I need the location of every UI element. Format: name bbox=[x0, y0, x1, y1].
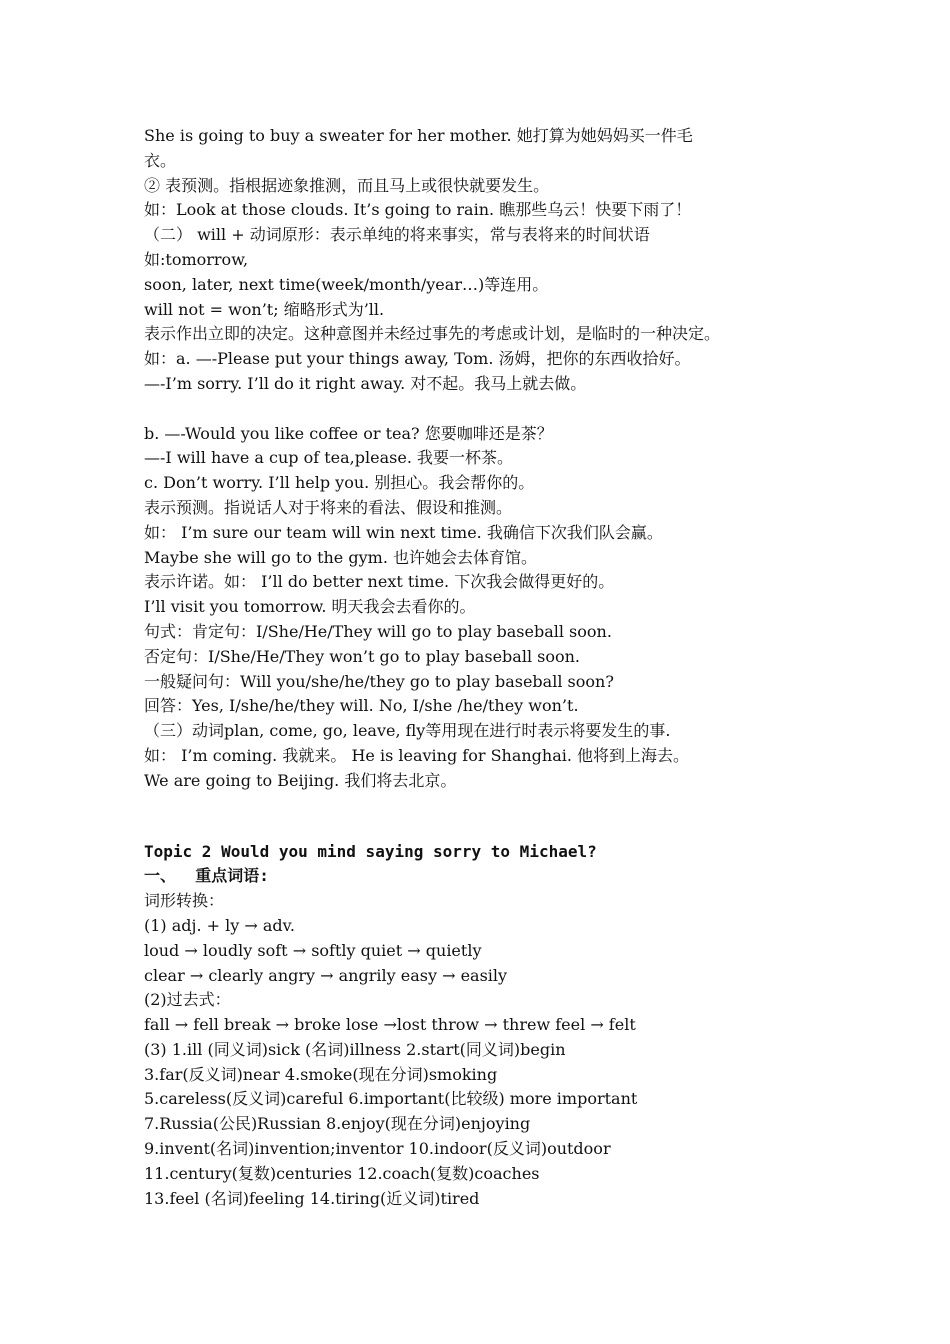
text-line: Maybe she will go to the gym. 也许她会去体育馆。 bbox=[144, 547, 537, 567]
text-line: (3) 1.ill (同义词)sick (名词)illness 2.start(同义词)begin bbox=[144, 1039, 566, 1059]
text-line: 句式：肯定句：I/She/He/They will go to play baseball soon. bbox=[144, 621, 612, 641]
blank-line bbox=[144, 794, 844, 840]
text-line: —-I will have a cup of tea,please. 我要一杯茶。 bbox=[144, 448, 513, 468]
text-line: 如:tomorrow, bbox=[144, 249, 249, 269]
text-line: c. Don’t worry. I’ll help you. 别担心。我会帮你的。 bbox=[144, 473, 535, 493]
text-line: We are going to Beijing. 我们将去北京。 bbox=[144, 770, 457, 790]
text-line: 9.invent(名词)invention;inventor 10.indoor(反义词)outdoor bbox=[144, 1139, 611, 1159]
topic-title: Topic 2 Would you mind saying sorry to Michael? bbox=[144, 841, 597, 861]
text-line: 如： I’m coming. 我就来。 He is leaving for Shanghai. 他将到上海去。 bbox=[144, 745, 690, 765]
text-line: fall → fell break → broke lose →lost throw → threw feel → felt bbox=[144, 1015, 636, 1035]
text-line: clear → clearly angry → angrily easy → easily bbox=[144, 965, 508, 985]
text-line: 一般疑问句：Will you/she/he/they go to play baseball soon? bbox=[144, 671, 614, 691]
text-line: 13.feel (名词)feeling 14.tiring(近义词)tired bbox=[144, 1188, 480, 1208]
section-topic-2 bbox=[144, 840, 844, 1212]
text-line: （三）动词plan, come, go, leave, fly等用现在进行时表示将要发生的事. bbox=[144, 721, 671, 741]
text-line: She is going to buy a sweater for her mother. 她打算为她妈妈买一件毛 bbox=[144, 126, 693, 145]
text-line: b. —-Would you like coffee or tea? 您要咖啡还是茶？ bbox=[144, 423, 553, 443]
text-line: 衣。 bbox=[144, 150, 177, 170]
text-line: loud → loudly soft → softly quiet → quietly bbox=[144, 940, 482, 960]
section-be-going-to-will bbox=[144, 124, 844, 397]
text-line: 7.Russia(公民)Russian 8.enjoy(现在分词)enjoying bbox=[144, 1114, 531, 1134]
text-line: 5.careless(反义词)careful 6.important(比较级) more important bbox=[144, 1089, 638, 1109]
text-line: 如： I’m sure our team will win next time. 我确信下次我们队会赢。 bbox=[144, 522, 663, 542]
text-line: 表示预测。指说话人对于将来的看法、假设和推测。 bbox=[144, 497, 513, 517]
text-line: 如：Look at those clouds. It’s going to rain. 瞧那些乌云！快要下雨了！ bbox=[144, 200, 692, 220]
text-line: (2)过去式： bbox=[144, 990, 231, 1010]
topic-subheading: 一、 重点词语: bbox=[144, 866, 269, 886]
text-line: soon, later, next time(week/month/year…)等连用。 bbox=[144, 274, 549, 294]
text-line: 3.far(反义词)near 4.smoke(现在分词)smoking bbox=[144, 1064, 498, 1084]
text-line: （二） will + 动词原形：表示单纯的将来事实，常与表将来的时间状语 bbox=[144, 225, 650, 245]
text-line: 表示许诺。如： I’ll do better next time. 下次我会做得更好的。 bbox=[144, 572, 615, 592]
text-line: 11.century(复数)centuries 12.coach(复数)coaches bbox=[144, 1163, 540, 1183]
document-page bbox=[144, 124, 844, 1211]
text-line: 否定句：I/She/He/They won’t go to play baseball soon. bbox=[144, 646, 581, 666]
text-line: (1) adj. + ly → adv. bbox=[144, 915, 295, 935]
text-line: 表示作出立即的决定。这种意图并未经过事先的考虑或计划，是临时的一种决定。 bbox=[144, 324, 721, 344]
blank-line bbox=[144, 397, 844, 422]
text-line: 词形转换： bbox=[144, 891, 225, 911]
text-line: will not = won’t; 缩略形式为’ll. bbox=[144, 299, 385, 319]
text-line: 回答：Yes, I/she/he/they will. No, I/she /he/they won’t. bbox=[144, 696, 579, 716]
text-line: ② 表预测。指根据迹象推测，而且马上或很快就要发生。 bbox=[144, 175, 550, 195]
text-line: I’ll visit you tomorrow. 明天我会去看你的。 bbox=[144, 597, 476, 617]
section-will-examples bbox=[144, 422, 844, 794]
text-line: 如：a. —-Please put your things away, Tom. 汤姆，把你的东西收拾好。 bbox=[144, 349, 691, 369]
text-line: —-I’m sorry. I’ll do it right away. 对不起。我马上就去做。 bbox=[144, 373, 587, 393]
